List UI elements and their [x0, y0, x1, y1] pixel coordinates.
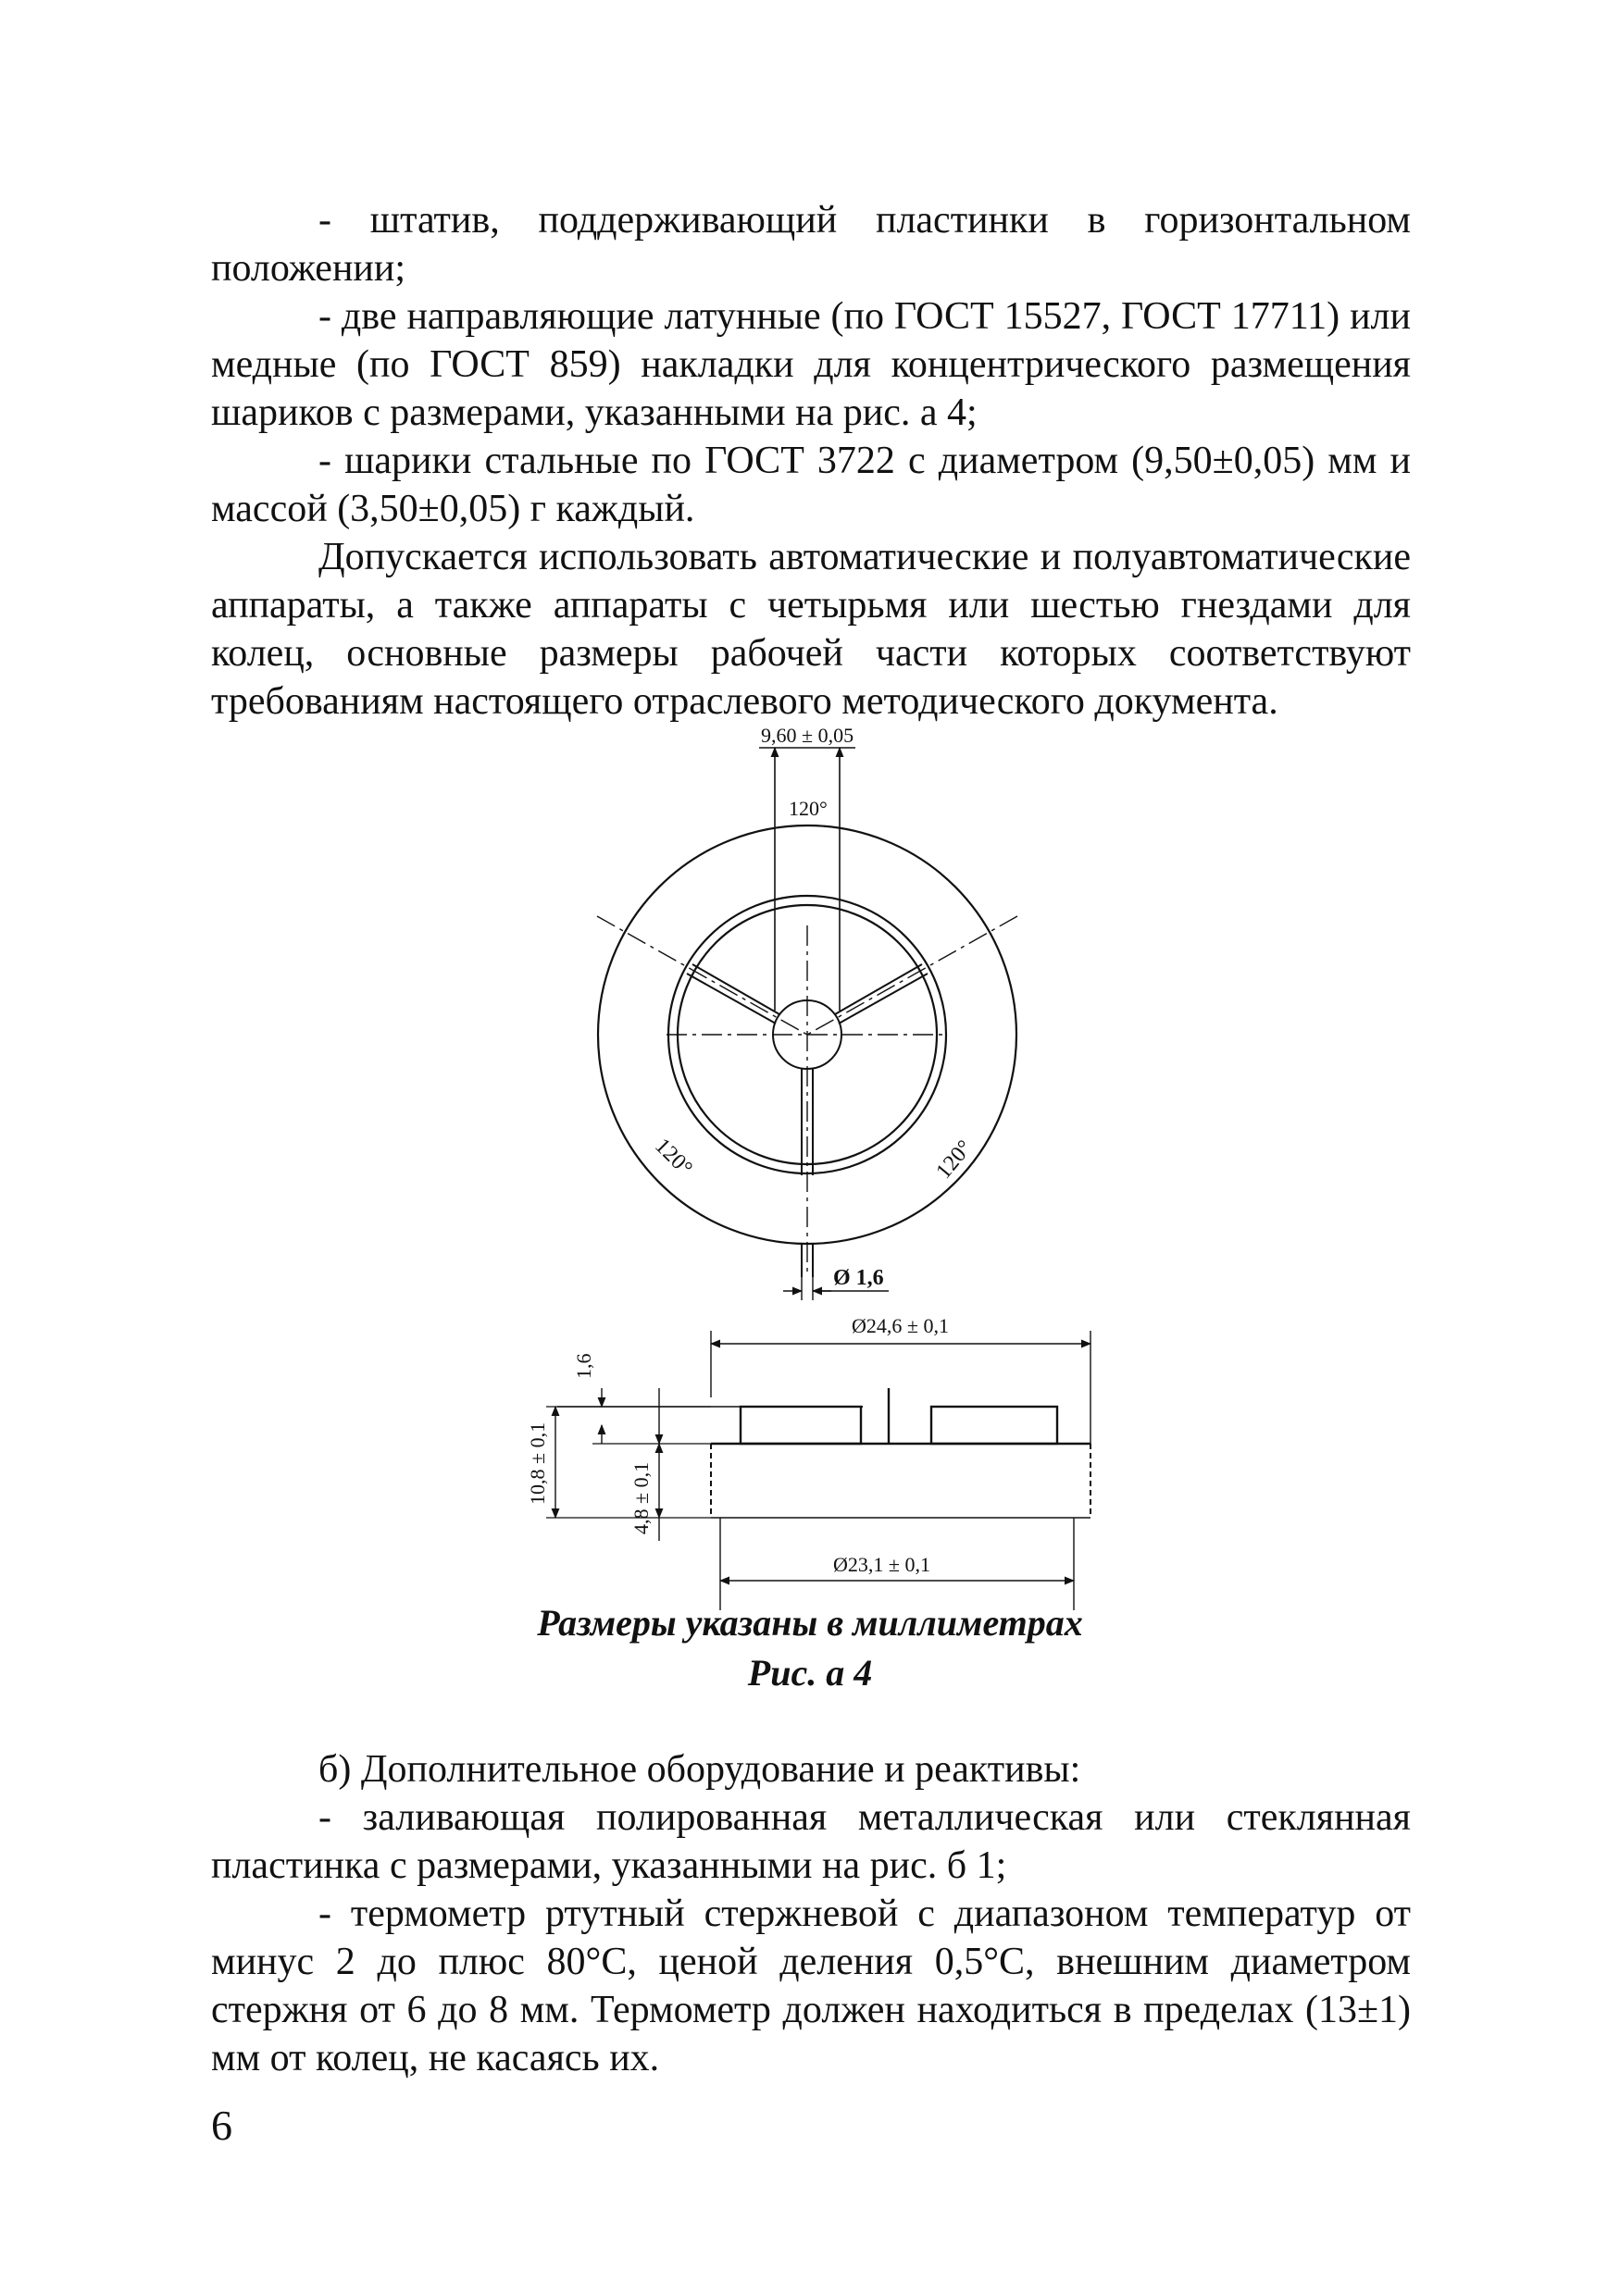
- dim-inner-diameter: Ø23,1 ± 0,1: [833, 1553, 930, 1576]
- text-block-top: [211, 196, 1411, 726]
- spoke-left-a: [687, 974, 776, 1024]
- dim-outer-diameter: Ø24,6 ± 0,1: [852, 1314, 949, 1337]
- dim-hole-diameter: Ø 1,6: [833, 1266, 884, 1290]
- spoke-right-a: [839, 974, 928, 1024]
- ring-outer: [668, 896, 946, 1173]
- spoke-right-b: [835, 964, 922, 1014]
- paragraph: б) Дополнительное оборудование и реактивы:: [318, 1748, 1081, 1791]
- dim-step-height: 1,6: [572, 1353, 595, 1379]
- dim-angle-top: 120°: [789, 797, 828, 820]
- left-step: [741, 1407, 861, 1444]
- page-number: 6: [211, 2102, 232, 2149]
- top-contour: [741, 1407, 1090, 1444]
- dim-angle-right: 120°: [931, 1136, 978, 1185]
- center-hub: [773, 1000, 841, 1069]
- paragraph: - термометр ртутный стержневой с диапазоном температур от минус 2 до плюс 80°С, ценой деления 0,5°С, внешним диаметром стержня от 6 до 8 мм. Термометр должен находиться в пределах (13±1) мм от колец, не касаясь их.: [211, 1893, 1411, 2079]
- section-view: [546, 1331, 1090, 1610]
- dim-base-height: 4,8 ± 0,1: [629, 1461, 653, 1534]
- dim-slot-width: 9,60 ± 0,05: [761, 724, 854, 747]
- paragraph: Допускается использовать автоматические и полуавтоматические аппараты, а также аппараты с четырьмя или шестью гнездами для колец, основные размеры рабочей части которых соответствуют требованиям настоящего отраслевого методического документа.: [211, 536, 1411, 723]
- paragraph: - шарики стальные по ГОСТ 3722 с диаметром (9,50±0,05) мм и массой (3,50±0,05) г каждый.: [211, 440, 1411, 530]
- figure-caption-units: Размеры указаны в миллиметрах: [537, 1602, 1083, 1644]
- paragraph: - заливающая полированная металлическая или стеклянная пластинка с размерами, указанными на рис. б 1;: [211, 1796, 1411, 1887]
- centerline-right: [807, 916, 1017, 1035]
- centerline-left: [597, 916, 807, 1035]
- paragraph: - две направляющие латунные (по ГОСТ 15527, ГОСТ 17711) или медные (по ГОСТ 859) накладки для концентрического размещения шариков с размерами, указанными на рис. а 4;: [211, 295, 1411, 434]
- spoke-left-b: [692, 964, 779, 1014]
- paragraph: - штатив, поддерживающий пластинки в горизонтальном положении;: [211, 199, 1411, 290]
- outer-circle: [598, 825, 1016, 1244]
- ring-inner: [678, 905, 937, 1164]
- dim-total-height: 10,8 ± 0,1: [526, 1421, 549, 1505]
- plan-view: [597, 748, 1017, 1300]
- figure-caption-title: Рис. а 4: [747, 1652, 873, 1694]
- text-block-bottom: [211, 1745, 1411, 2082]
- right-step: [931, 1407, 1057, 1444]
- dim-angle-left: 120°: [650, 1134, 697, 1181]
